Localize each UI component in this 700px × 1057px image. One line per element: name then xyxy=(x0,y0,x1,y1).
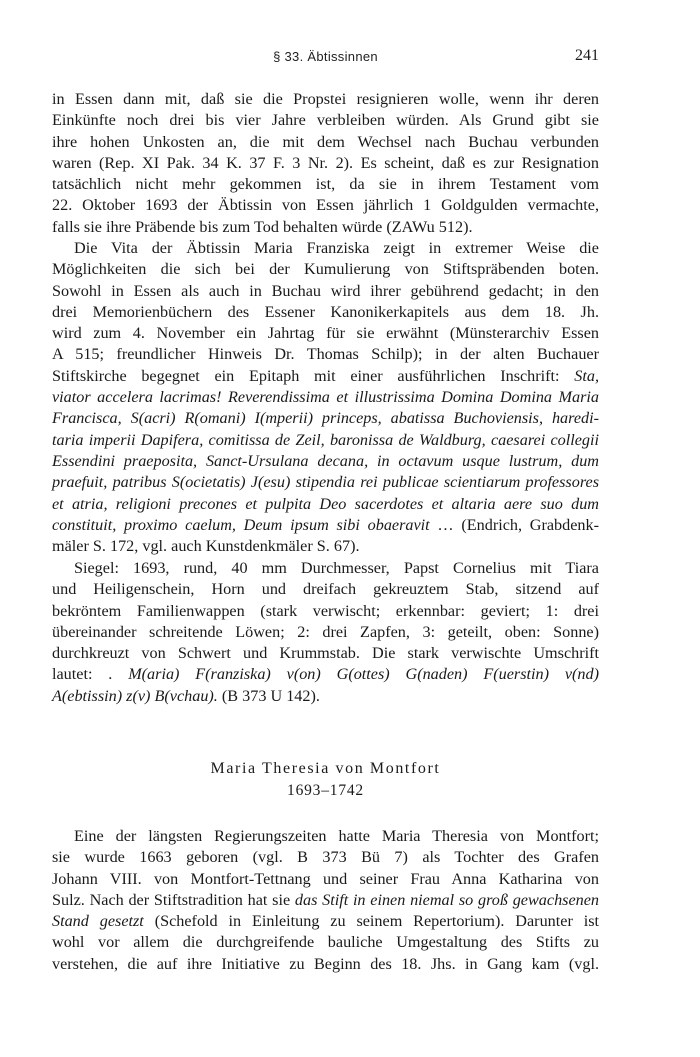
text-run: Stiftskirche begegnet ein Epitaph mit einer ausführlichen Inschrift: xyxy=(52,366,560,385)
latin-inscription: Sta, xyxy=(574,366,599,385)
text-line: falls sie ihre Präbende bis zum Tod behalten würde (ZAWu 512). xyxy=(52,217,473,236)
text-run: lautet: . xyxy=(52,665,113,684)
text-line: Einkünfte noch drei bis vier Jahre verbleiben würden. Als Grund gibt sie xyxy=(52,111,599,130)
text-line xyxy=(52,911,599,932)
section-years: 1693–1742 xyxy=(287,782,364,799)
page-number: 241 xyxy=(575,47,599,64)
text-line: Eine der längsten Regierungszeiten hatte Maria Theresia von Montfort; xyxy=(74,827,599,845)
text-line xyxy=(52,890,599,911)
latin-inscription: praefuit, patribus S(ocietatis) J(esu) stipendia rei publicae scientiarum professores xyxy=(52,473,599,492)
text-line: sie wurde 1663 geboren (vgl. B 373 Bü 7) als Tochter des Grafen xyxy=(52,848,599,867)
text-line: Johann VIII. von Montfort-Tettnang und seiner Frau Anna Katharina von xyxy=(52,869,599,888)
text-line: Die Vita der Äbtissin Maria Franziska zeigt in extremer Weise die xyxy=(74,239,599,257)
text-line: A 515; freundlicher Hinweis Dr. Thomas Schilp); in der alten Buchauer xyxy=(52,345,599,364)
text-line xyxy=(52,686,599,707)
text-line: 22. Oktober 1693 der Äbtissin von Essen jährlich 1 Goldgulden vermachte, xyxy=(52,196,599,215)
latin-inscription: taria imperii Dapifera, comitissa de Zeil, baronissa de Waldburg, caesarei collegii xyxy=(52,430,599,449)
text-line: übereinander schreitende Löwen; 2: drei Zapfen, 3: geteilt, oben: Sonne) xyxy=(52,622,599,641)
text-run: (Schefold in Einleitung zu seinem Repertorium). Darunter ist xyxy=(154,912,600,931)
text-line: mäler S. 172, vgl. auch Kunstdenkmäler S. 67). xyxy=(52,537,360,556)
paragraph-3 xyxy=(52,558,599,707)
text-line: tatsächlich nicht mehr gekommen ist, da sie in ihrem Testament vom xyxy=(52,175,599,194)
paragraph-1 xyxy=(52,89,599,238)
text-line: wird zum 4. November ein Jahrtag für sie erwähnt (Münsterarchiv Essen xyxy=(52,324,599,343)
text-line: durchkreuzt von Schwert und Krummstab. Die stark verwischte Umschrift xyxy=(52,644,599,663)
seal-legend: M(aria) F(ranziska) v(on) G(ottes) G(naden) F(uerstin) v(nd) xyxy=(128,665,600,684)
text-line: Siegel: 1693, rund, 40 mm Durchmesser, Papst Cornelius mit Tiara xyxy=(74,559,599,577)
text-line: wohl vor allem die durchgreifende bauliche Umgestaltung des Stifts zu xyxy=(52,933,599,952)
text-line: drei Memorienbüchern des Essener Kanonikerkapitels aus dem 18. Jh. xyxy=(52,302,599,321)
latin-inscription: Essendini praeposita, Sanct-Ursulana decana, in octavum usque lustrum, dum xyxy=(52,451,599,470)
latin-inscription: constituit, proximo caelum, Deum ipsum sibi obaeravit xyxy=(52,515,430,534)
latin-inscription: et atria, religioni precones et pulpita Deo sacerdotes et altaria aere suo dum xyxy=(52,494,599,513)
text-line: Möglichkeiten die sich bei der Kumulierung von Stiftspräbenden boten. xyxy=(52,260,599,279)
text-line: waren (Rep. XI Pak. 34 K. 37 F. 3 Nr. 2). Es scheint, daß es zur Resignation xyxy=(52,153,599,172)
text-line: bekröntem Familienwappen (stark verwischt; erkennbar: geviert; 1: drei xyxy=(52,601,599,620)
text-line: verstehen, die auf ihre Initiative zu Beginn des 18. Jhs. in Gang kam (vgl. xyxy=(52,954,599,973)
text-run: (B 373 U 142). xyxy=(221,686,320,705)
latin-inscription: Francisca, S(acri) R(omani) I(mperii) princeps, abatissa Buchoviensis, haredi- xyxy=(52,409,599,428)
section-title: Maria Theresia von Montfort xyxy=(210,760,441,777)
text-line xyxy=(52,664,599,685)
text-line xyxy=(52,366,599,387)
latin-inscription: viator accelera lacrimas! Reverendissima et illustrissima Domina Domina Maria xyxy=(52,388,599,407)
quotation: Stand gesetzt xyxy=(52,912,144,931)
text-line: in Essen dann mit, daß sie die Propstei resignieren wolle, wenn ihr deren xyxy=(52,90,599,108)
paragraph-4 xyxy=(52,826,599,975)
text-line xyxy=(52,515,599,536)
seal-legend: A(ebtissin) z(v) B(vchau). xyxy=(52,686,218,705)
text-line: und Heiligenschein, Horn und dreifach gekreuztem Stab, sitzend auf xyxy=(52,580,599,599)
quotation: das Stift in einen niemal so groß gewachsenen xyxy=(294,890,600,909)
text-run: … (Endrich, Grabdenk- xyxy=(437,515,599,534)
text-line: Sowohl in Essen als auch in Buchau wird ihrer gebührend gedacht; in den xyxy=(52,281,599,300)
paragraph-2 xyxy=(52,238,599,557)
text-run: Sulz. Nach der Stiftstradition hat sie xyxy=(52,890,291,909)
text-line: ihre hohen Unkosten an, die mit dem Wechsel nach Buchau verbunden xyxy=(52,132,599,151)
page-header xyxy=(52,47,599,69)
running-head: § 33. Äbtissinnen xyxy=(273,49,378,64)
